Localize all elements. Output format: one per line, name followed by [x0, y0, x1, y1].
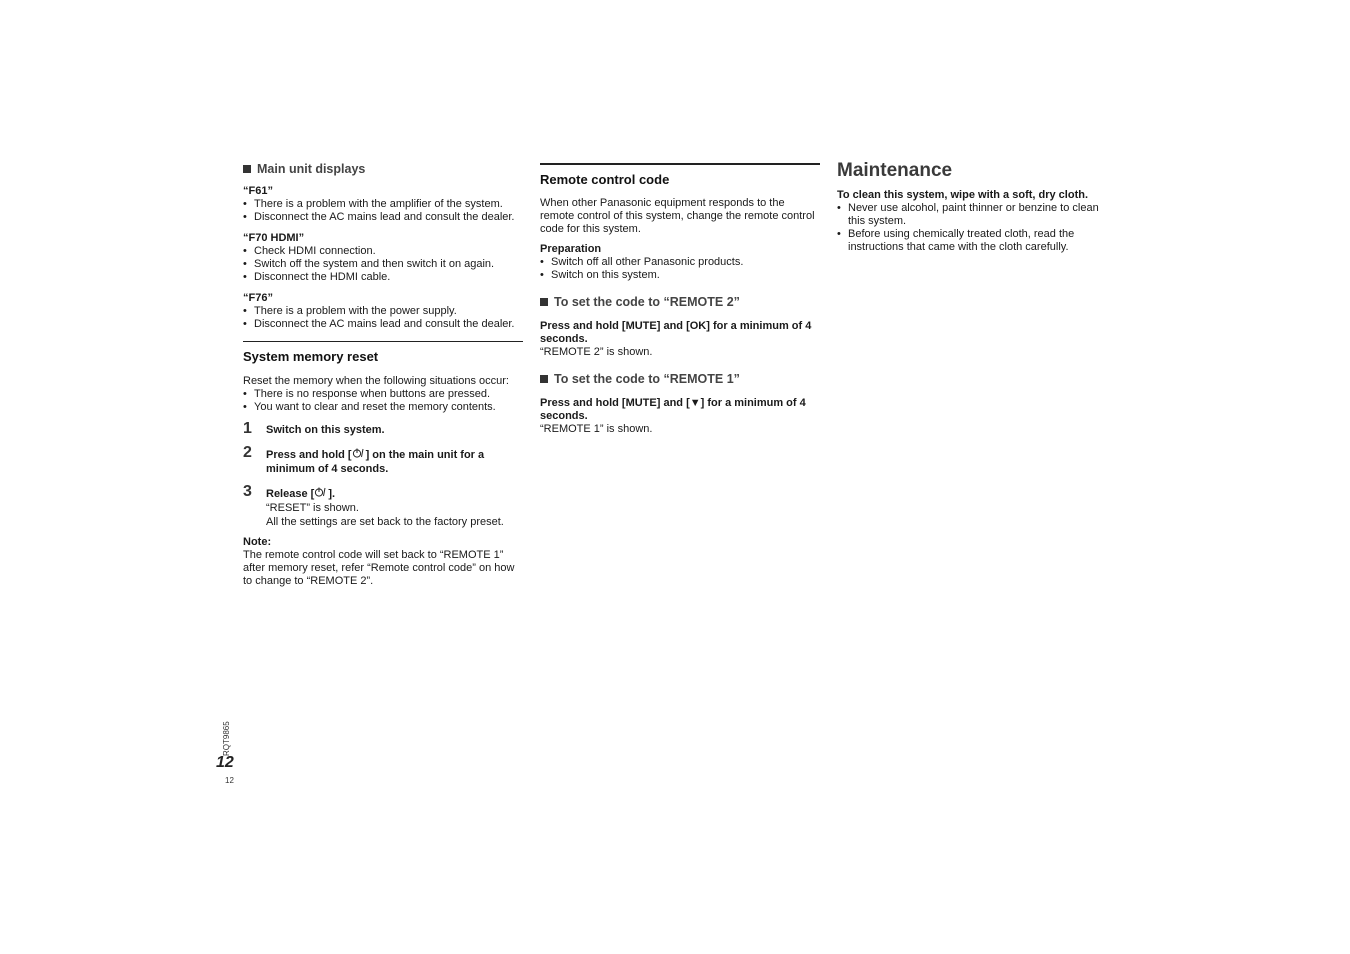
maintenance-heading: Maintenance	[837, 160, 953, 181]
remote-intro: When other Panasonic equipment responds to the remote control of this system, change the remote control code for this system.	[540, 197, 815, 235]
f70-title: “F70 HDMI”	[243, 232, 305, 244]
list-item: • Switch off the system and then switch it on again.	[243, 258, 495, 270]
list-item: • Disconnect the AC mains lead and consult the dealer.	[243, 318, 515, 330]
reset-intro: Reset the memory when the following situations occur:	[243, 375, 509, 387]
column-right	[837, 160, 1112, 254]
step-1: 1 Switch on this system.	[243, 420, 385, 437]
note-label: Note:	[243, 536, 272, 548]
remote-2-instruction: Press and hold [MUTE] and [OK] for a minimum of 4 seconds.	[540, 320, 812, 345]
list-item: • Before using chemically treated cloth, read the instructions that came with the cloth carefully.	[837, 228, 1075, 253]
f61-title: “F61”	[243, 185, 273, 197]
divider	[540, 163, 820, 165]
power-standby-icon	[314, 486, 328, 498]
remote-1-instruction: Press and hold [MUTE] and [▼] for a minimum of 4 seconds.	[540, 397, 806, 422]
square-bullet-icon	[540, 298, 548, 306]
list-item: • There is a problem with the power supply.	[243, 305, 457, 317]
list-item: • There is a problem with the amplifier of the system.	[243, 198, 503, 210]
remote-control-code-heading: Remote control code	[540, 172, 670, 187]
note-text: The remote control code will set back to “REMOTE 1” after memory reset, refer “Remote control code” on how to change to “REMOTE 2”.	[243, 549, 515, 587]
remote-1-heading: To set the code to “REMOTE 1”	[540, 372, 820, 386]
list-item: • Switch on this system.	[540, 269, 660, 281]
list-item: • Switch off all other Panasonic products.	[540, 256, 744, 268]
remote-2-result: “REMOTE 2” is shown.	[540, 346, 653, 358]
list-item: • Disconnect the HDMI cable.	[243, 271, 391, 283]
page-number: 12	[216, 754, 234, 771]
f76-title: “F76”	[243, 292, 273, 304]
preparation-label: Preparation	[540, 243, 602, 255]
remote-1-result: “REMOTE 1” is shown.	[540, 423, 653, 435]
remote-2-heading: To set the code to “REMOTE 2”	[540, 295, 820, 309]
column-middle	[540, 160, 820, 436]
page-number-small: 12	[225, 776, 234, 785]
square-bullet-icon	[243, 165, 251, 173]
list-item: • You want to clear and reset the memory contents.	[243, 401, 496, 413]
list-item: • There is no response when buttons are pressed.	[243, 388, 491, 400]
system-memory-reset-heading: System memory reset	[243, 349, 379, 364]
column-left	[243, 160, 523, 588]
step-3: 3 Release [ ]. “RESET” is shown. All the settings are set back to the factory preset.	[243, 483, 504, 528]
square-bullet-icon	[540, 375, 548, 383]
maintenance-intro: To clean this system, wipe with a soft, dry cloth.	[837, 189, 1089, 201]
down-arrow-icon: ▼	[689, 397, 701, 409]
model-code: RQT9865	[222, 721, 231, 756]
divider	[243, 341, 523, 342]
list-item: • Check HDMI connection.	[243, 245, 376, 257]
list-item: • Never use alcohol, paint thinner or benzine to clean this system.	[837, 202, 1099, 227]
list-item: • Disconnect the AC mains lead and consult the dealer.	[243, 211, 515, 223]
main-unit-heading: Main unit displays	[243, 162, 523, 176]
step-2: 2 Press and hold [ ] on the main unit for a minimum of 4 seconds.	[243, 444, 485, 475]
power-standby-icon	[352, 447, 366, 459]
